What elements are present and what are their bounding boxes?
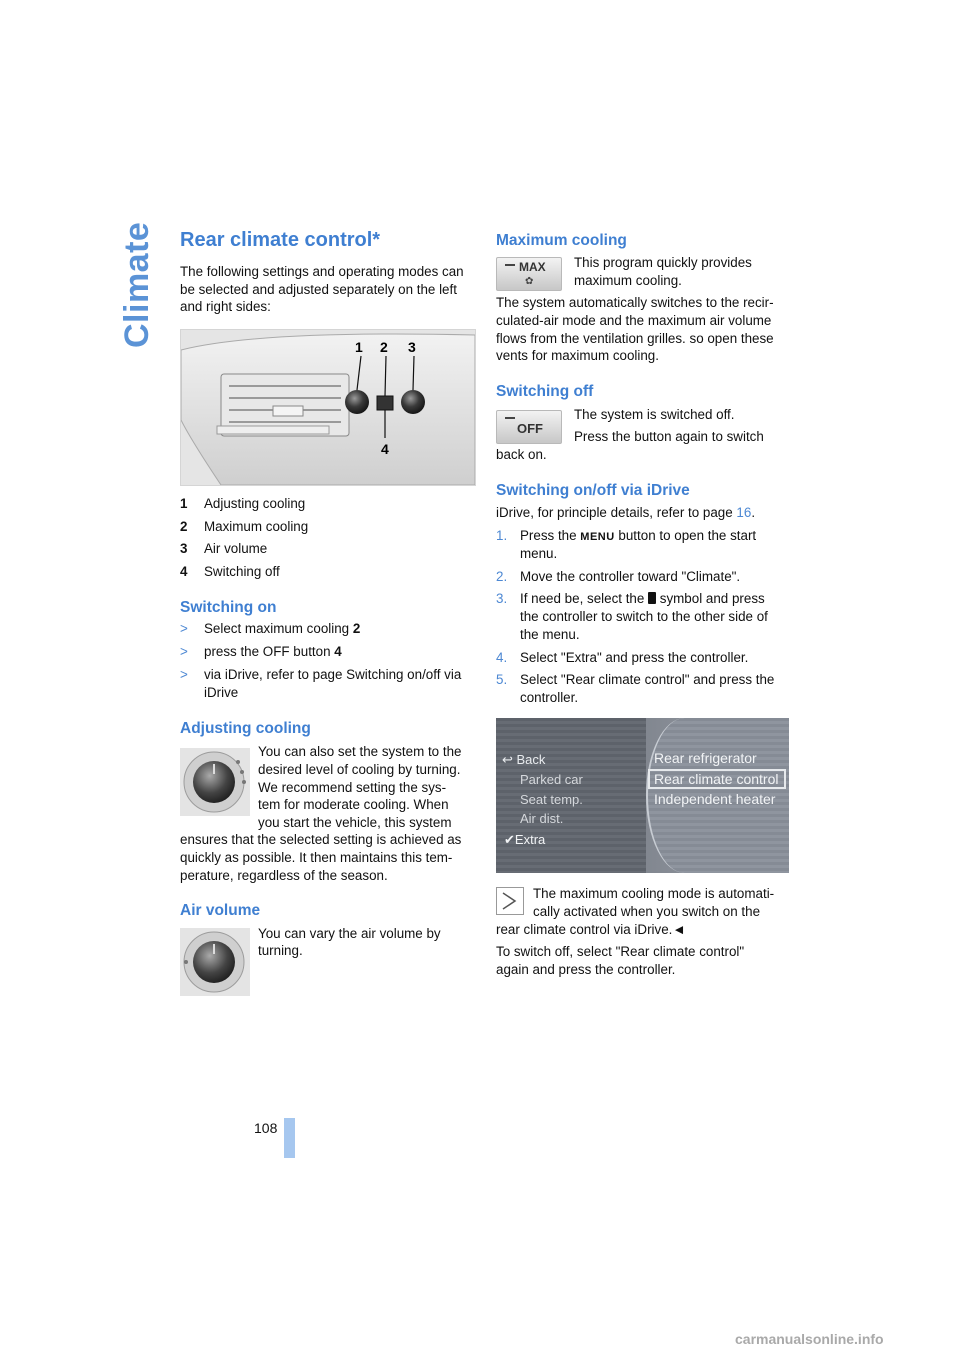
check-icon: ✔ (504, 832, 515, 847)
heading-switching-on: Switching on (180, 599, 277, 616)
note-icon (496, 887, 524, 915)
heading-idrive: Switching on/off via iDrive (496, 482, 690, 499)
adjusting-line: ensures that the selected setting is achieved as (180, 832, 462, 847)
max-line: culated-air mode and the maximum air volume (496, 313, 772, 328)
screen-menu-item: Seat temp. (520, 792, 583, 807)
back-arrow-icon: ↩ (502, 752, 517, 767)
section-title: Climate (118, 221, 156, 348)
step-5: 5. Select "Rear climate control" and press the controller. (496, 672, 775, 705)
screen-right-item-selected: Rear climate control (648, 769, 786, 789)
max-line: flows from the ventilation grilles. so open these (496, 331, 774, 346)
end-marker: ◄ (672, 922, 686, 937)
legend-label: Adjusting cooling (204, 496, 306, 511)
page-link[interactable]: 16 (736, 505, 752, 520)
final-line: To switch off, select "Rear climate control" (496, 944, 745, 959)
adjusting-line: You can also set the system to the (258, 744, 462, 759)
heading-maximum-cooling: Maximum cooling (496, 232, 627, 249)
step-4: 4. Select "Extra" and press the controller. (496, 650, 749, 665)
air-volume-knob-image (180, 928, 250, 996)
screen-back-item: ↩ Back (502, 752, 546, 767)
note-line: cally activated when you switch on the (533, 904, 761, 919)
screen-right-item: Independent heater (654, 791, 776, 807)
idrive-screen-image (496, 718, 789, 873)
page-accent-bar (284, 1118, 295, 1158)
heading-air-volume: Air volume (180, 902, 261, 919)
idrive-intro: iDrive, for principle details, refer to page 16. (496, 505, 756, 520)
callout-4: 4 (381, 441, 389, 457)
note-line: rear climate control via iDrive.◄ (496, 922, 686, 937)
page-number: 108 (254, 1120, 278, 1136)
adjusting-line: We recommend setting the sys- (258, 780, 447, 795)
step-2: 2. Move the controller toward "Climate". (496, 569, 741, 584)
callout-1: 1 (355, 339, 363, 355)
legend-item: 1 (180, 496, 188, 511)
legend-label: Maximum cooling (204, 519, 309, 534)
note-line: The maximum cooling mode is automati- (533, 886, 775, 901)
heading-switching-off: Switching off (496, 383, 594, 400)
legend-item: 2 (180, 519, 188, 534)
max-line: vents for maximum cooling. (496, 348, 659, 363)
air-volume-line: You can vary the air volume by (258, 926, 441, 941)
adjusting-line: you start the vehicle, this system (258, 815, 452, 830)
off-line: The system is switched off. (574, 407, 735, 422)
screen-menu-item: Air dist. (520, 811, 564, 826)
cooling-knob-image (180, 748, 250, 816)
max-line: maximum cooling. (574, 273, 682, 288)
legend-label: Switching off (204, 564, 280, 579)
final-line: again and press the controller. (496, 962, 676, 977)
adjusting-line: quickly as possible. It then maintains this tem- (180, 850, 453, 865)
max-line: The system automatically switches to the recir- (496, 295, 774, 310)
legend-item: 4 (180, 564, 188, 579)
max-button-image: MAX ✿ (496, 257, 562, 291)
list-item: > Select maximum cooling 2 (180, 621, 361, 636)
step-3: 3. If need be, select the symbol and press the controller to switch to the other side of the menu. (496, 591, 768, 642)
control-panel-figure (180, 329, 476, 486)
step-1: 1. Press the MENU button to open the start menu. (496, 528, 757, 561)
page-title: Rear climate control* (180, 229, 381, 251)
max-line: This program quickly provides (574, 255, 752, 270)
adjusting-line: tem for moderate cooling. When (258, 797, 449, 812)
adjusting-line: perature, regardless of the season. (180, 868, 388, 883)
screen-right-item: Rear refrigerator (654, 750, 757, 766)
screen-menu-item: Parked car (520, 772, 583, 787)
screen-menu-item: ✔Extra (504, 832, 546, 847)
list-item: > press the OFF button 4 (180, 644, 342, 659)
callout-2: 2 (380, 339, 388, 355)
air-volume-line: turning. (258, 943, 303, 958)
heading-adjusting-cooling: Adjusting cooling (180, 720, 311, 737)
off-line: Press the button again to switch (574, 429, 764, 444)
legend-label: Air volume (204, 541, 268, 556)
off-line: back on. (496, 447, 547, 462)
footer-watermark: carmanualsonline.info (735, 1331, 884, 1347)
callout-3: 3 (408, 339, 416, 355)
control-panel-drawing (181, 330, 475, 485)
legend-item: 3 (180, 541, 188, 556)
list-item: > via iDrive, refer to page Switching on/off via iDrive (180, 667, 462, 700)
off-button-image: OFF (496, 410, 562, 444)
adjusting-line: desired level of cooling by turning. (258, 762, 461, 777)
intro-line-1: The following settings and operating modes can be selected and adjusted separately on the left and right sides: (180, 264, 464, 315)
side-switch-icon (648, 592, 656, 604)
menu-button-icon: MENU (580, 531, 615, 543)
